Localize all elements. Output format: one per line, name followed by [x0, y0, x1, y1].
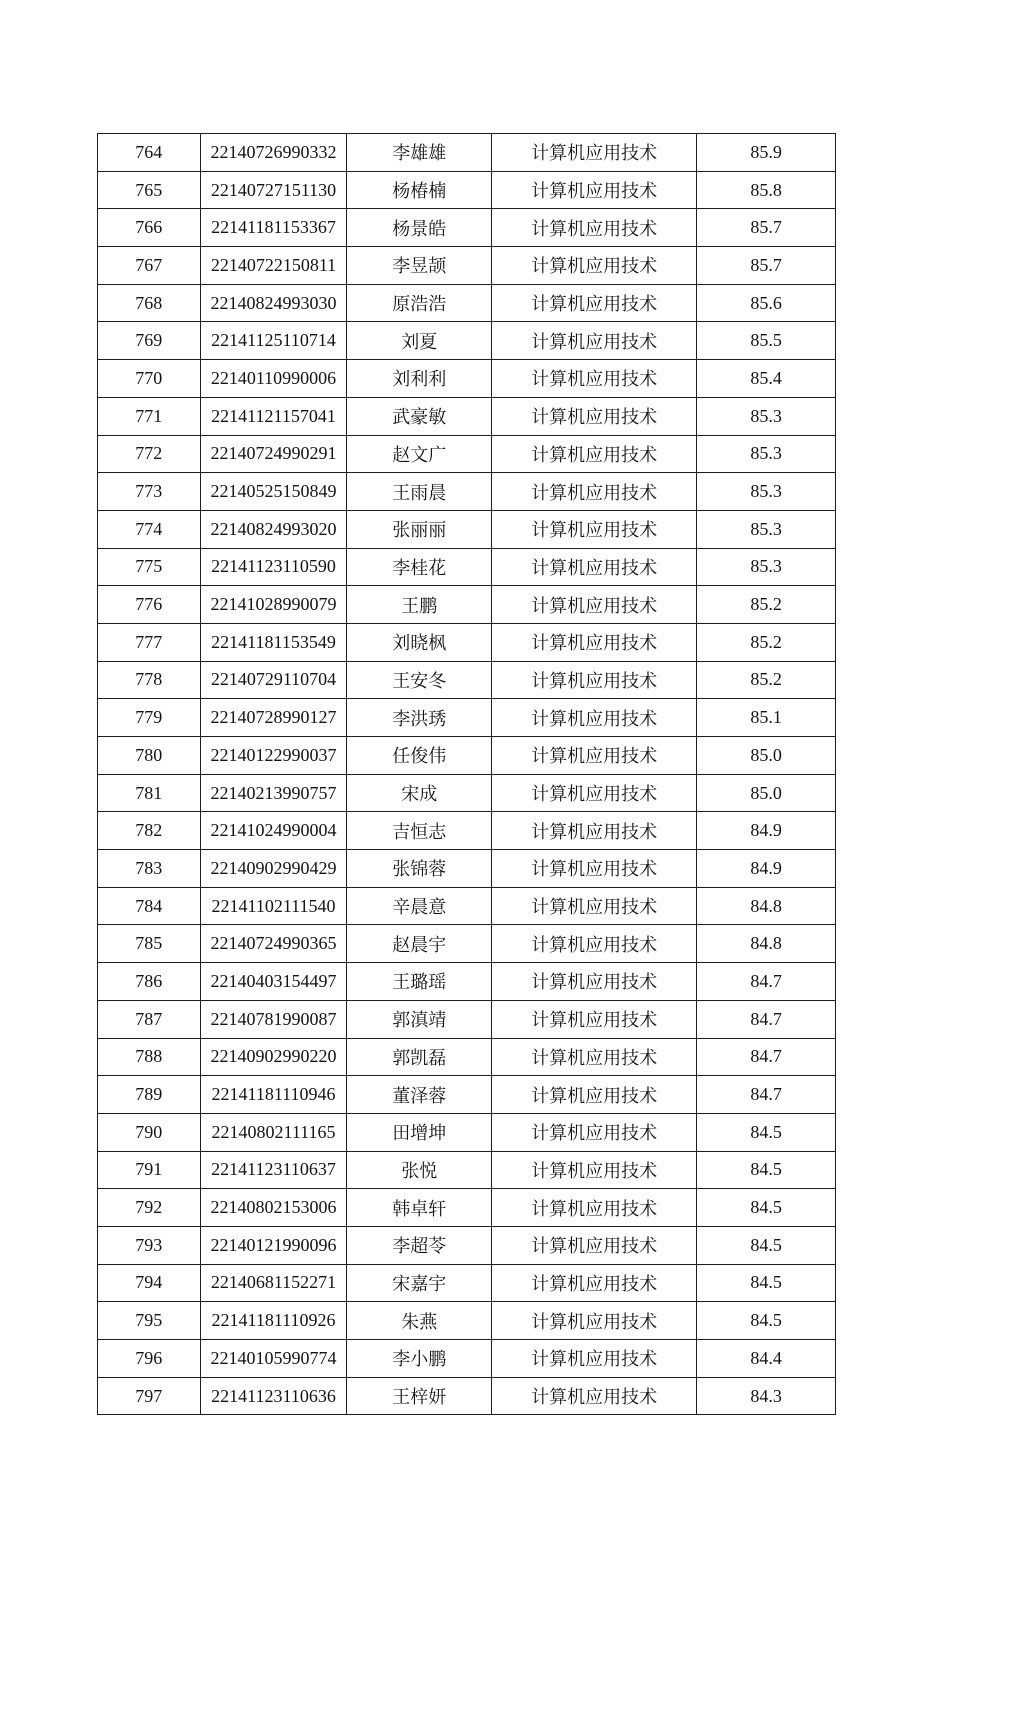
cell-score: 85.2 [697, 623, 836, 661]
table-row [98, 1151, 836, 1189]
cell-major: 计算机应用技术 [492, 548, 697, 586]
cell-major: 计算机应用技术 [492, 699, 697, 737]
cell-rank: 775 [98, 548, 201, 586]
cell-major: 计算机应用技术 [492, 812, 697, 850]
cell-rank: 774 [98, 510, 201, 548]
cell-major: 计算机应用技术 [492, 1340, 697, 1378]
cell-rank: 793 [98, 1226, 201, 1264]
cell-score: 84.8 [697, 925, 836, 963]
cell-major: 计算机应用技术 [492, 661, 697, 699]
cell-score: 85.3 [697, 473, 836, 511]
cell-name: 郭滇靖 [347, 1000, 492, 1038]
cell-exam-id: 22140722150811 [200, 247, 347, 285]
cell-score: 84.5 [697, 1226, 836, 1264]
cell-name: 李洪琇 [347, 699, 492, 737]
table-row [98, 1340, 836, 1378]
cell-rank: 784 [98, 887, 201, 925]
cell-major: 计算机应用技术 [492, 1000, 697, 1038]
cell-score: 85.2 [697, 661, 836, 699]
cell-name: 宋嘉宇 [347, 1264, 492, 1302]
cell-major: 计算机应用技术 [492, 397, 697, 435]
cell-major: 计算机应用技术 [492, 1076, 697, 1114]
cell-major: 计算机应用技术 [492, 360, 697, 398]
table-row [98, 1264, 836, 1302]
cell-score: 84.3 [697, 1377, 836, 1415]
cell-exam-id: 22140729110704 [200, 661, 347, 699]
cell-score: 85.9 [697, 134, 836, 172]
table-row [98, 435, 836, 473]
cell-exam-id: 22141181110946 [200, 1076, 347, 1114]
cell-score: 84.7 [697, 1000, 836, 1038]
cell-score: 84.5 [697, 1113, 836, 1151]
cell-score: 85.5 [697, 322, 836, 360]
table-row [98, 397, 836, 435]
table-row [98, 1302, 836, 1340]
cell-exam-id: 22141102111540 [200, 887, 347, 925]
cell-rank: 796 [98, 1340, 201, 1378]
cell-name: 郭凯磊 [347, 1038, 492, 1076]
cell-score: 84.7 [697, 963, 836, 1001]
table-row [98, 171, 836, 209]
cell-rank: 773 [98, 473, 201, 511]
cell-major: 计算机应用技术 [492, 737, 697, 775]
cell-exam-id: 22140105990774 [200, 1340, 347, 1378]
cell-exam-id: 22140802153006 [200, 1189, 347, 1227]
cell-score: 84.9 [697, 850, 836, 888]
table-row [98, 1113, 836, 1151]
cell-score: 84.5 [697, 1151, 836, 1189]
cell-rank: 779 [98, 699, 201, 737]
cell-name: 王鹏 [347, 586, 492, 624]
table-row [98, 774, 836, 812]
cell-rank: 790 [98, 1113, 201, 1151]
cell-score: 85.3 [697, 435, 836, 473]
cell-name: 武豪敏 [347, 397, 492, 435]
cell-exam-id: 22140781990087 [200, 1000, 347, 1038]
cell-major: 计算机应用技术 [492, 510, 697, 548]
cell-exam-id: 22141121157041 [200, 397, 347, 435]
table-row [98, 963, 836, 1001]
cell-rank: 789 [98, 1076, 201, 1114]
cell-exam-id: 22140121990096 [200, 1226, 347, 1264]
cell-major: 计算机应用技术 [492, 1264, 697, 1302]
table-row [98, 737, 836, 775]
cell-name: 王雨晨 [347, 473, 492, 511]
table-row [98, 925, 836, 963]
cell-name: 原浩浩 [347, 284, 492, 322]
cell-score: 85.1 [697, 699, 836, 737]
cell-name: 张丽丽 [347, 510, 492, 548]
cell-exam-id: 22141181153549 [200, 623, 347, 661]
cell-major: 计算机应用技术 [492, 887, 697, 925]
cell-major: 计算机应用技术 [492, 284, 697, 322]
table-row [98, 510, 836, 548]
cell-score: 85.0 [697, 737, 836, 775]
table-row [98, 1377, 836, 1415]
cell-rank: 786 [98, 963, 201, 1001]
table-row [98, 360, 836, 398]
cell-rank: 769 [98, 322, 201, 360]
cell-exam-id: 22141024990004 [200, 812, 347, 850]
cell-name: 吉恒志 [347, 812, 492, 850]
cell-rank: 777 [98, 623, 201, 661]
cell-score: 84.7 [697, 1076, 836, 1114]
cell-name: 任俊伟 [347, 737, 492, 775]
cell-major: 计算机应用技术 [492, 963, 697, 1001]
table-row [98, 1189, 836, 1227]
cell-exam-id: 22140213990757 [200, 774, 347, 812]
cell-rank: 787 [98, 1000, 201, 1038]
cell-exam-id: 22141181153367 [200, 209, 347, 247]
cell-name: 张悦 [347, 1151, 492, 1189]
cell-score: 85.8 [697, 171, 836, 209]
cell-score: 85.6 [697, 284, 836, 322]
cell-name: 王梓妍 [347, 1377, 492, 1415]
cell-rank: 766 [98, 209, 201, 247]
cell-major: 计算机应用技术 [492, 473, 697, 511]
cell-exam-id: 22140802111165 [200, 1113, 347, 1151]
cell-name: 董泽蓉 [347, 1076, 492, 1114]
cell-score: 85.3 [697, 548, 836, 586]
cell-exam-id: 22140724990365 [200, 925, 347, 963]
cell-exam-id: 22141123110637 [200, 1151, 347, 1189]
table-row [98, 134, 836, 172]
table-row [98, 548, 836, 586]
cell-score: 84.5 [697, 1264, 836, 1302]
cell-name: 辛晨意 [347, 887, 492, 925]
cell-rank: 780 [98, 737, 201, 775]
cell-major: 计算机应用技术 [492, 1151, 697, 1189]
cell-rank: 781 [98, 774, 201, 812]
cell-score: 84.4 [697, 1340, 836, 1378]
cell-rank: 764 [98, 134, 201, 172]
cell-name: 王璐瑶 [347, 963, 492, 1001]
cell-score: 84.7 [697, 1038, 836, 1076]
cell-major: 计算机应用技术 [492, 1226, 697, 1264]
cell-major: 计算机应用技术 [492, 134, 697, 172]
cell-score: 85.3 [697, 397, 836, 435]
table-row [98, 1076, 836, 1114]
cell-score: 85.7 [697, 247, 836, 285]
cell-exam-id: 22141123110590 [200, 548, 347, 586]
cell-rank: 765 [98, 171, 201, 209]
cell-exam-id: 22140403154497 [200, 963, 347, 1001]
cell-major: 计算机应用技术 [492, 1302, 697, 1340]
cell-rank: 771 [98, 397, 201, 435]
table-row [98, 812, 836, 850]
cell-name: 韩卓轩 [347, 1189, 492, 1227]
cell-rank: 785 [98, 925, 201, 963]
cell-exam-id: 22140902990220 [200, 1038, 347, 1076]
cell-exam-id: 22140110990006 [200, 360, 347, 398]
cell-exam-id: 22140728990127 [200, 699, 347, 737]
cell-exam-id: 22140122990037 [200, 737, 347, 775]
cell-rank: 794 [98, 1264, 201, 1302]
cell-rank: 772 [98, 435, 201, 473]
cell-score: 85.3 [697, 510, 836, 548]
table-row [98, 284, 836, 322]
cell-name: 赵晨宇 [347, 925, 492, 963]
cell-rank: 776 [98, 586, 201, 624]
cell-rank: 767 [98, 247, 201, 285]
cell-name: 李昱颉 [347, 247, 492, 285]
cell-major: 计算机应用技术 [492, 209, 697, 247]
table-row [98, 473, 836, 511]
cell-exam-id: 22140724990291 [200, 435, 347, 473]
cell-name: 刘夏 [347, 322, 492, 360]
cell-rank: 792 [98, 1189, 201, 1227]
cell-major: 计算机应用技术 [492, 586, 697, 624]
cell-name: 田增坤 [347, 1113, 492, 1151]
cell-name: 刘利利 [347, 360, 492, 398]
cell-score: 85.0 [697, 774, 836, 812]
cell-major: 计算机应用技术 [492, 171, 697, 209]
cell-exam-id: 22141125110714 [200, 322, 347, 360]
cell-exam-id: 22141181110926 [200, 1302, 347, 1340]
cell-exam-id: 22141123110636 [200, 1377, 347, 1415]
score-table [97, 133, 836, 1415]
cell-name: 宋成 [347, 774, 492, 812]
cell-score: 84.8 [697, 887, 836, 925]
table-row [98, 699, 836, 737]
cell-exam-id: 22140824993030 [200, 284, 347, 322]
cell-major: 计算机应用技术 [492, 850, 697, 888]
cell-name: 李桂花 [347, 548, 492, 586]
cell-exam-id: 22140727151130 [200, 171, 347, 209]
cell-major: 计算机应用技术 [492, 623, 697, 661]
cell-name: 王安冬 [347, 661, 492, 699]
cell-score: 85.4 [697, 360, 836, 398]
cell-exam-id: 22141028990079 [200, 586, 347, 624]
cell-major: 计算机应用技术 [492, 774, 697, 812]
cell-score: 85.7 [697, 209, 836, 247]
cell-exam-id: 22140902990429 [200, 850, 347, 888]
table-row [98, 247, 836, 285]
table-row [98, 1226, 836, 1264]
cell-exam-id: 22140525150849 [200, 473, 347, 511]
table-row [98, 322, 836, 360]
cell-name: 李雄雄 [347, 134, 492, 172]
cell-major: 计算机应用技术 [492, 1189, 697, 1227]
cell-score: 84.9 [697, 812, 836, 850]
cell-name: 朱燕 [347, 1302, 492, 1340]
cell-score: 84.5 [697, 1189, 836, 1227]
cell-major: 计算机应用技术 [492, 1377, 697, 1415]
table-row [98, 586, 836, 624]
table-row [98, 623, 836, 661]
cell-name: 刘晓枫 [347, 623, 492, 661]
cell-exam-id: 22140726990332 [200, 134, 347, 172]
cell-major: 计算机应用技术 [492, 925, 697, 963]
cell-rank: 768 [98, 284, 201, 322]
table-row [98, 661, 836, 699]
cell-score: 84.5 [697, 1302, 836, 1340]
cell-rank: 795 [98, 1302, 201, 1340]
cell-major: 计算机应用技术 [492, 1113, 697, 1151]
cell-name: 杨景皓 [347, 209, 492, 247]
cell-name: 李小鹏 [347, 1340, 492, 1378]
cell-rank: 797 [98, 1377, 201, 1415]
score-table-body [98, 134, 836, 1415]
cell-rank: 791 [98, 1151, 201, 1189]
table-row [98, 1000, 836, 1038]
cell-rank: 770 [98, 360, 201, 398]
table-row [98, 850, 836, 888]
cell-name: 赵文广 [347, 435, 492, 473]
cell-major: 计算机应用技术 [492, 247, 697, 285]
cell-major: 计算机应用技术 [492, 322, 697, 360]
cell-exam-id: 22140824993020 [200, 510, 347, 548]
cell-name: 杨椿楠 [347, 171, 492, 209]
table-row [98, 887, 836, 925]
cell-rank: 783 [98, 850, 201, 888]
cell-rank: 778 [98, 661, 201, 699]
cell-name: 李超苓 [347, 1226, 492, 1264]
cell-name: 张锦蓉 [347, 850, 492, 888]
cell-score: 85.2 [697, 586, 836, 624]
cell-rank: 788 [98, 1038, 201, 1076]
cell-major: 计算机应用技术 [492, 1038, 697, 1076]
table-row [98, 209, 836, 247]
cell-rank: 782 [98, 812, 201, 850]
cell-major: 计算机应用技术 [492, 435, 697, 473]
table-row [98, 1038, 836, 1076]
cell-exam-id: 22140681152271 [200, 1264, 347, 1302]
